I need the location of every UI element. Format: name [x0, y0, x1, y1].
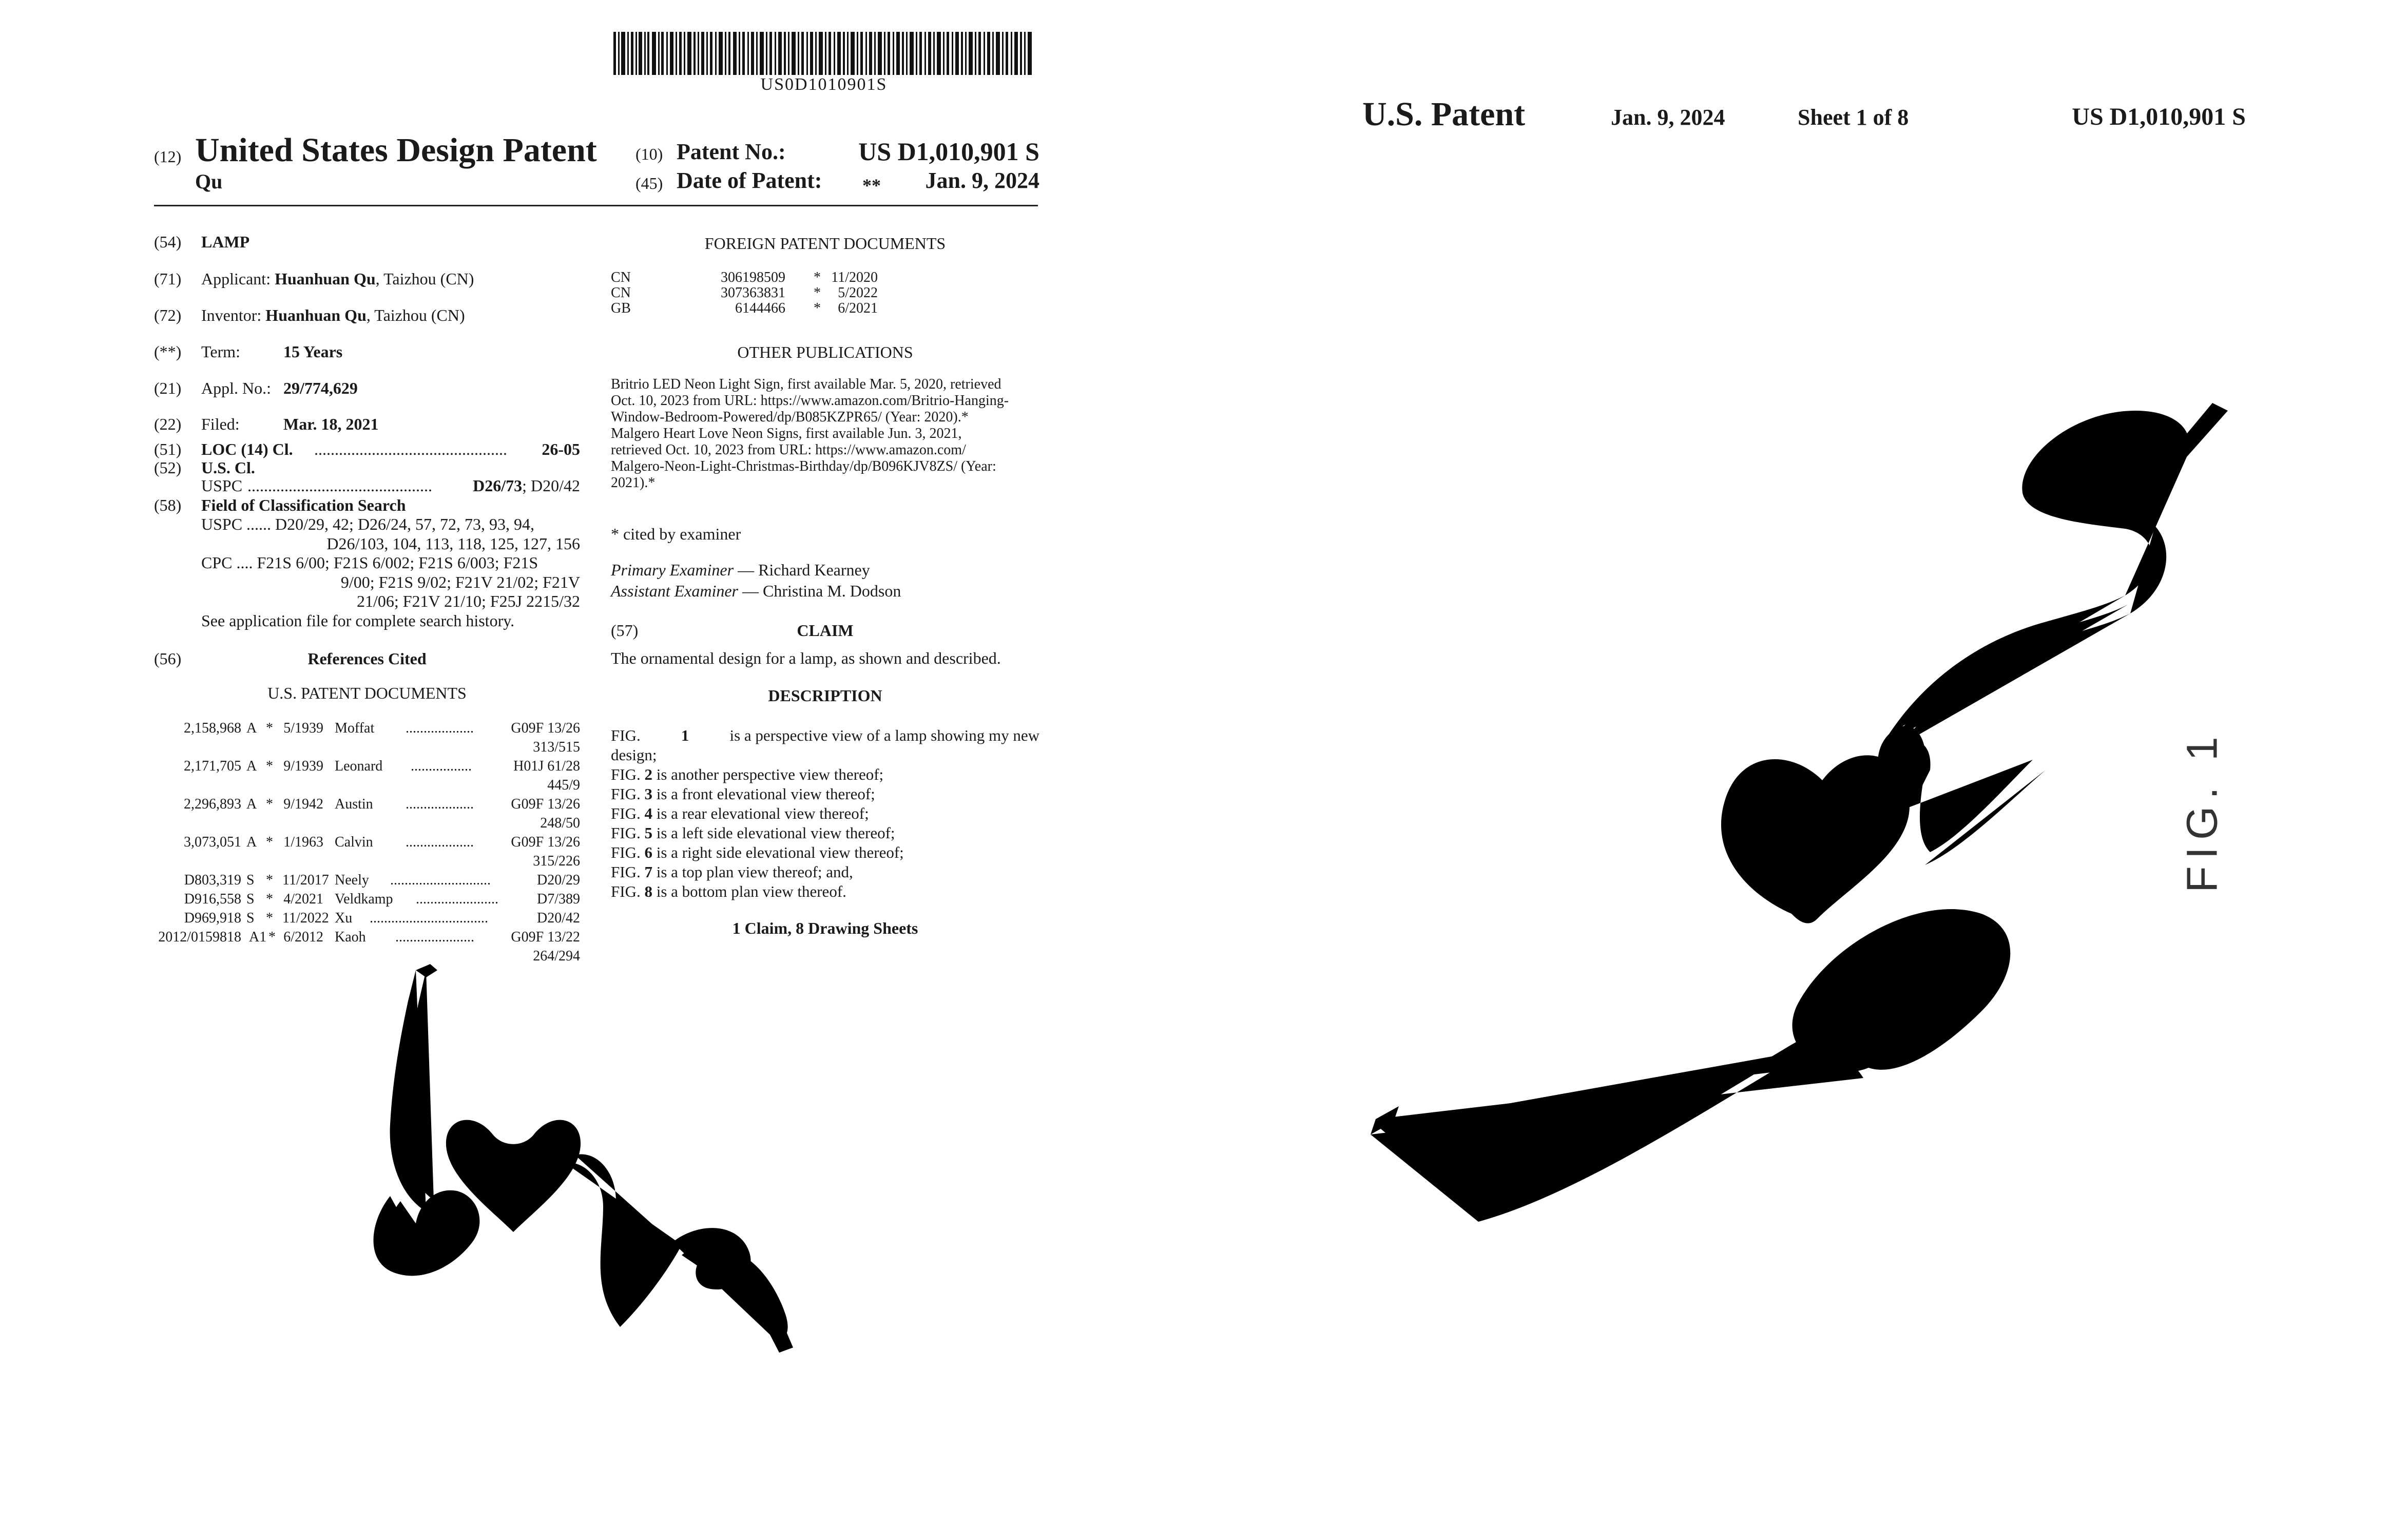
patent-no-tag: (10)	[635, 145, 663, 163]
cited-by-examiner: * cited by examiner	[611, 525, 741, 543]
primary-examiner: Primary Examiner — Richard Kearney	[611, 561, 870, 579]
field-72-tag: (72)	[154, 306, 182, 324]
inventor-surname: Qu	[195, 170, 223, 193]
barcode-number: US0D1010901S	[760, 75, 888, 94]
field-58-tag: (58)	[154, 496, 182, 514]
term-label: Term:	[201, 342, 240, 361]
term-value: 15 Years	[283, 342, 343, 361]
title-lamp: LAMP	[201, 233, 250, 251]
field-51-tag: (51)	[154, 440, 182, 458]
filed-label: Filed:	[201, 415, 240, 433]
cpc-search-3: 21/06; F21V 21/10; F25J 2215/32	[356, 592, 580, 610]
sheet-title: U.S. Patent	[1362, 95, 1526, 133]
uspc-value: D26/73; D20/42	[473, 476, 580, 495]
uspc-dots: .............................................	[247, 476, 432, 495]
fig1-description-cont: design;	[611, 746, 657, 764]
foreign-doc-row: CN 306198509 * 11/2020	[611, 270, 878, 285]
claim-tag: (57)	[611, 621, 639, 640]
uspc-search-2: D26/103, 104, 113, 118, 125, 127, 156	[326, 534, 580, 553]
fig-description: FIG. 4 is a rear elevational view thereof;	[611, 804, 869, 822]
field-56-tag: (56)	[154, 649, 182, 668]
field-search-label: Field of Classification Search	[201, 496, 406, 514]
uspc-label: USPC	[201, 476, 243, 495]
us-doc-cont: 313/515	[533, 739, 580, 755]
kind-code-tag: (12)	[154, 147, 182, 166]
description-heading: DESCRIPTION	[768, 686, 882, 705]
fig-description: FIG. 5 is a left side elevational view thereof;	[611, 824, 895, 842]
cpc-search-2: 9/00; F21S 9/02; F21V 21/02; F21V	[340, 573, 580, 591]
foreign-doc-row: GB 6144466 * 6/2021	[611, 300, 878, 316]
fig-description: FIG. 8 is a bottom plan view thereof.	[611, 882, 846, 900]
loc-label: LOC (14) Cl.	[201, 440, 293, 458]
field-22-tag: (22)	[154, 415, 182, 433]
foreign-docs-heading: FOREIGN PATENT DOCUMENTS	[704, 234, 946, 253]
appl-no-label: Appl. No.:	[201, 379, 271, 397]
patent-no-label: Patent No.:	[677, 139, 786, 164]
fig-description: FIG. 6 is a right side elevational view thereof;	[611, 843, 904, 861]
field-54-tag: (54)	[154, 233, 182, 251]
foreign-doc-row: CN 307363831 * 5/2022	[611, 285, 878, 301]
sheet-date: Jan. 9, 2024	[1611, 105, 1725, 130]
date-tag: (45)	[635, 174, 663, 192]
loc-value: 26-05	[542, 440, 580, 458]
uspc-search-1: USPC ...... D20/29, 42; D26/24, 57, 72, 73, 93, 94,	[201, 515, 534, 533]
field-52-tag: (52)	[154, 458, 182, 477]
us-doc-cont: 248/50	[540, 815, 580, 831]
date-stars: **	[862, 175, 881, 196]
other-pubs-heading: OTHER PUBLICATIONS	[737, 343, 913, 361]
cpc-search-1: CPC .... F21S 6/00; F21S 6/002; F21S 6/003; F21S	[201, 553, 538, 572]
us-doc-cont: 315/226	[533, 853, 580, 869]
claims-summary: 1 Claim, 8 Drawing Sheets	[732, 919, 918, 937]
fig-description: FIG. 2 is another perspective view thereof;	[611, 765, 884, 783]
lamp-figure-1	[1355, 400, 2238, 1242]
publication-1: Britrio LED Neon Light Sign, first available Mar. 5, 2020, retrieved Oct. 10, 2023 from URL: https://www.amazon.com/Britrio-Hanging- Window-Bedroom-Powered/dp/B085KZPR65/ (Year: 2020).* Malgero Heart Love Neon Signs, first available Jun. 3, 2021, retrieved Oct. 10, 2023 from URL: https://www.amazon.com/ Malgero-Neon-Light-Christmas-Birthday/dp/B096KJV8ZS/ (Year: 2021).*	[611, 376, 1009, 491]
filed-value: Mar. 18, 2021	[283, 415, 379, 433]
fig1-description: FIG. 1 is a perspective view of a lamp showing my new	[611, 726, 1039, 744]
references-cited: References Cited	[307, 649, 427, 668]
appl-no-value: 29/774,629	[283, 379, 358, 397]
header-rule	[154, 205, 1038, 206]
fig-description: FIG. 3 is a front elevational view thereof;	[611, 785, 875, 803]
claim-text: The ornamental design for a lamp, as shown and described.	[611, 649, 1001, 667]
loc-dots: ...............................................	[314, 440, 507, 458]
fig-description: FIG. 7 is a top plan view thereof; and,	[611, 863, 853, 881]
representative-drawing	[339, 955, 862, 1484]
patent-number: US D1,010,901 S	[858, 137, 1039, 166]
inventor: Inventor: Huanhuan Qu, Taizhou (CN)	[201, 306, 465, 324]
barcode	[613, 32, 1034, 75]
sheet-number: Sheet 1 of 8	[1798, 105, 1909, 130]
field-71-tag: (71)	[154, 270, 182, 288]
assistant-examiner: Assistant Examiner — Christina M. Dodson	[611, 582, 901, 600]
figure-label: FIG. 1	[2178, 729, 2226, 893]
applicant: Applicant: Huanhuan Qu, Taizhou (CN)	[201, 270, 474, 288]
us-cl-label: U.S. Cl.	[201, 458, 255, 477]
field-21-tag: (21)	[154, 379, 182, 397]
us-doc-cont: 445/9	[547, 777, 580, 793]
sheet-patent-number: US D1,010,901 S	[2072, 103, 2246, 130]
date-of-patent: Jan. 9, 2024	[925, 168, 1039, 193]
term-tag: (**)	[154, 342, 182, 361]
us-docs-heading: U.S. PATENT DOCUMENTS	[267, 684, 467, 702]
see-application: See application file for complete search history.	[201, 611, 515, 630]
us-doc-cont: 264/294	[533, 948, 580, 964]
claim-heading: CLAIM	[797, 621, 854, 640]
date-label: Date of Patent:	[677, 168, 822, 193]
document-title: United States Design Patent	[195, 131, 597, 169]
